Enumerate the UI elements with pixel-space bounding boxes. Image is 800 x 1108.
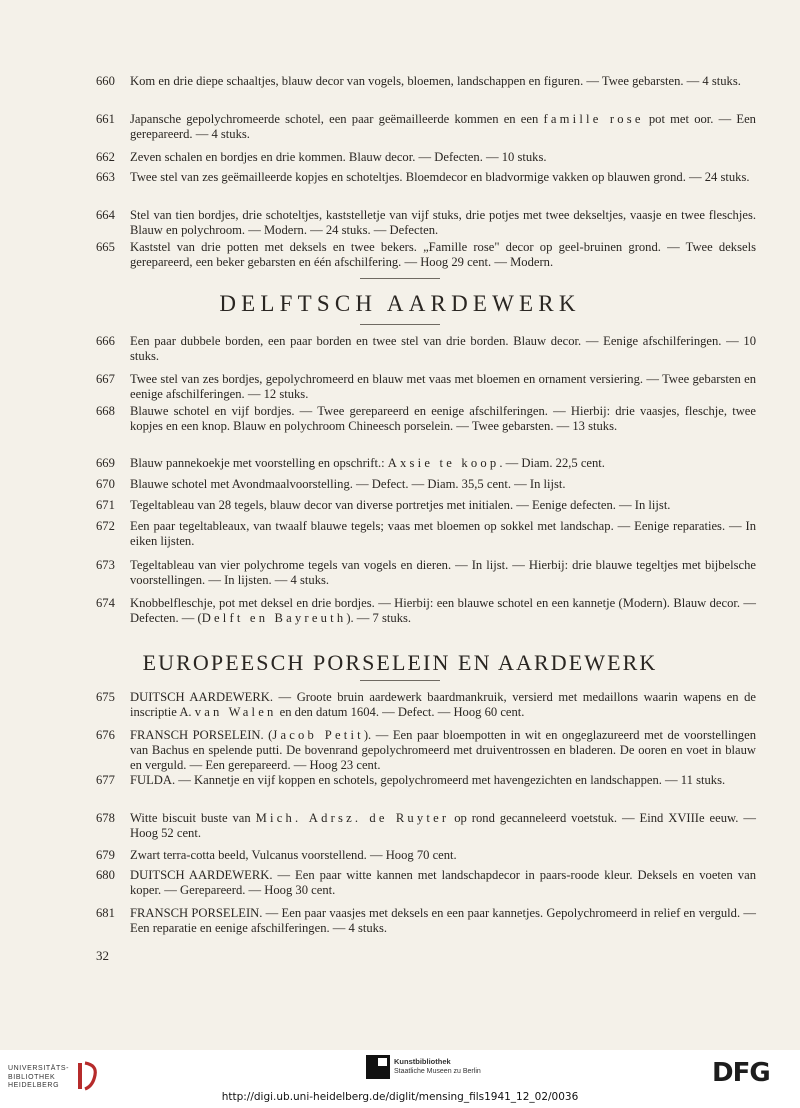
catalogue-entry	[96, 690, 756, 720]
catalogue-entry	[96, 334, 756, 364]
lot-description: Blauwe schotel en vijf bordjes. — Twee gerepareerd en eenige afschilferingen. — Hierbij: drie vaasjes, fleschje, twee kopjes en een knop. Blauw en polychroom Chineesch porselein. — Twee gebarsten. — 13 stuks.	[130, 404, 756, 433]
lot-description: Blauwe schotel met Avondmaalvoorstelling. — Defect. — Diam. 35,5 cent. — In lijst.	[130, 477, 566, 491]
catalogue-entry	[96, 404, 756, 434]
catalogue-entry	[96, 498, 756, 513]
catalogue-entry	[96, 596, 756, 626]
lot-description: Blauw pannekoekje met voorstelling en opschrift.: Axsie te koop. — Diam. 22,5 cent.	[130, 456, 605, 470]
lot-description: Zwart terra-cotta beeld, Vulcanus voorstellend. — Hoog 70 cent.	[130, 848, 457, 862]
lot-number: 662	[96, 150, 115, 164]
lot-number: 663	[96, 170, 115, 184]
catalogue-entry	[96, 240, 756, 270]
lot-description: DUITSCH AARDEWERK. — Een paar witte kannen met landschapdecor in paars-roode kleur. Deksels en voeten van koper. — Gerepareerd. — Hoog 30 cent.	[130, 868, 756, 897]
lot-description: FRANSCH PORSELEIN. — Een paar vaasjes met deksels en een paar kannetjes. Gepolychromeerd in relief en verguld. — Een reparatie en eenige afschilferingen. — 4 stuks.	[130, 906, 756, 935]
lot-number: 677	[96, 773, 115, 787]
catalogue-entry	[96, 519, 756, 549]
lot-number: 678	[96, 811, 115, 825]
section-divider	[360, 324, 440, 325]
catalogue-entry	[96, 477, 756, 492]
lot-number: 672	[96, 519, 115, 533]
lot-number: 664	[96, 208, 115, 222]
catalogue-entry	[96, 456, 756, 471]
lot-number: 666	[96, 334, 115, 348]
university-library-name: UNIVERSITÄTS- BIBLIOTHEK HEIDELBERG	[8, 1065, 70, 1089]
lot-description: FRANSCH PORSELEIN. (Jacob Petit). — Een paar bloempotten in wit en ongeglazureerd met de voorstellingen van Bachus en spelende putti. De bovenrand gepolychromeerd met druiventrossen en bladeren. De ooren en voet in blauw en verguld. — Een gerepareerd. — Hoog 23 cent.	[130, 728, 756, 772]
catalogue-entry	[96, 773, 756, 788]
catalogue-entry	[96, 848, 756, 863]
catalogue-entry	[96, 208, 756, 238]
digitization-footer	[0, 1050, 800, 1108]
lot-number: 680	[96, 868, 115, 882]
page-number: 32	[96, 948, 109, 963]
lot-description: Tegeltableau van vier polychrome tegels van vogels en dieren. — In lijst. — Hierbij: drie blauwe tegeltjes met bijbelsche voorstellingen. — In lijsten. — 4 stuks.	[130, 558, 756, 587]
lot-number: 670	[96, 477, 115, 491]
lot-number: 661	[96, 112, 115, 126]
lot-number: 675	[96, 690, 115, 704]
lot-number: 667	[96, 372, 115, 386]
lot-description: Een paar tegeltableaux, van twaalf blauwe tegels; vaas met bloemen op sokkel met landschap. — Eenige reparaties. — In eiken lijsten.	[130, 519, 756, 548]
lot-description: Twee stel van zes bordjes, gepolychromeerd en blauw met vaas met bloemen en ornament versiering. — Twee gebarsten en eenige afschilferingen. — 12 stuks.	[130, 372, 756, 401]
spaced-emphasis: van Walen	[194, 705, 277, 719]
section-divider	[360, 278, 440, 279]
lot-number: 671	[96, 498, 115, 512]
lot-description: Kom en drie diepe schaaltjes, blauw decor van vogels, bloemen, landschappen en figuren. — Twee gebarsten. — 4 stuks.	[130, 74, 741, 88]
dfg-logo: DFG	[712, 1058, 770, 1088]
catalogue-entry	[96, 74, 756, 89]
source-url-link[interactable]: http://digi.ub.uni-heidelberg.de/diglit/mensing_fils1941_12_02/0036	[221, 1091, 579, 1103]
catalogue-entry	[96, 728, 756, 773]
catalogue-entry	[96, 150, 756, 165]
lot-number: 681	[96, 906, 115, 920]
lot-description: DUITSCH AARDEWERK. — Groote bruin aardewerk baardmankruik, versierd met medaillons waarin wapens en de inscriptie A. van Walen en den datum 1604. — Defect. — Hoog 60 cent.	[130, 690, 756, 719]
catalogue-entry	[96, 170, 756, 185]
spaced-emphasis: Jacob Petit	[272, 728, 364, 742]
section-divider	[360, 680, 440, 681]
university-library-logo-icon	[76, 1059, 100, 1093]
lot-description: FULDA. — Kannetje en vijf koppen en schotels, gepolychromeerd met havengezichten en landschappen. — 11 stuks.	[130, 773, 726, 787]
kunstbibliothek-name: Kunstbibliothek Staatliche Museen zu Berlin	[394, 1057, 481, 1075]
catalogue-entry	[96, 868, 756, 898]
lot-number: 673	[96, 558, 115, 572]
lot-description: Knobbelfleschje, pot met deksel en drie bordjes. — Hierbij: een blauwe schotel en een kannetje (Modern). Blauw decor. — Defecten. — (Delft en Bayreuth). — 7 stuks.	[130, 596, 756, 625]
lot-number: 676	[96, 728, 115, 742]
lot-number: 660	[96, 74, 115, 88]
spaced-emphasis: Delft en Bayreuth	[201, 611, 347, 625]
spaced-emphasis: Mich. Adrsz. de Ruyter	[255, 811, 450, 825]
section-heading-europe: EUROPEESCH PORSELEIN EN AARDEWERK	[142, 650, 658, 675]
catalogue-entry	[96, 811, 756, 841]
catalogue-entry	[96, 558, 756, 588]
lot-number: 674	[96, 596, 115, 610]
catalogue-entry	[96, 906, 756, 936]
lot-number: 668	[96, 404, 115, 418]
lot-description: Witte biscuit buste van Mich. Adrsz. de Ruyter op rond gecanneleerd voetstuk. — Eind XVIIIe eeuw. — Hoog 52 cent.	[130, 811, 756, 840]
lot-description: Japansche gepolychromeerde schotel, een paar geëmailleerde kommen en een famille rose pot met oor. — Een gerepareerd. — 4 stuks.	[130, 112, 756, 141]
lot-number: 679	[96, 848, 115, 862]
section-heading-delft: DELFTSCH AARDEWERK	[219, 291, 581, 316]
kunstbibliothek-logo-icon	[366, 1055, 390, 1079]
lot-number: 669	[96, 456, 115, 470]
spaced-emphasis: famille rose	[543, 112, 644, 126]
lot-description: Kaststel van drie potten met deksels en twee bekers. „Famille rose" decor op geel-bruinen grond. — Twee deksels gerepareerd, een beker gebarsten en één afschilfering. — Hoog 29 cent. — Modern.	[130, 240, 756, 269]
catalogue-entry	[96, 112, 756, 142]
lot-description: Stel van tien bordjes, drie schoteltjes, kaststelletje van vijf stuks, drie potjes met twee dekseltjes, vaasje en twee fleschjes. Blauw en polychroom. — Modern. — 24 stuks. — Defecten.	[130, 208, 756, 237]
lot-description: Een paar dubbele borden, een paar borden en twee stel van drie borden. Blauw decor. — Eenige afschilferingen. — 10 stuks.	[130, 334, 756, 363]
lot-description: Zeven schalen en bordjes en drie kommen. Blauw decor. — Defecten. — 10 stuks.	[130, 150, 547, 164]
spaced-emphasis: Axsie te koop	[387, 456, 500, 470]
catalogue-entry	[96, 372, 756, 402]
lot-description: Twee stel van zes geëmailleerde kopjes en schoteltjes. Bloemdecor en bladvormige vakken op blauwen grond. — 24 stuks.	[130, 170, 750, 184]
lot-description: Tegeltableau van 28 tegels, blauw decor van diverse portretjes met initialen. — Eenige defecten. — In lijst.	[130, 498, 671, 512]
lot-number: 665	[96, 240, 115, 254]
